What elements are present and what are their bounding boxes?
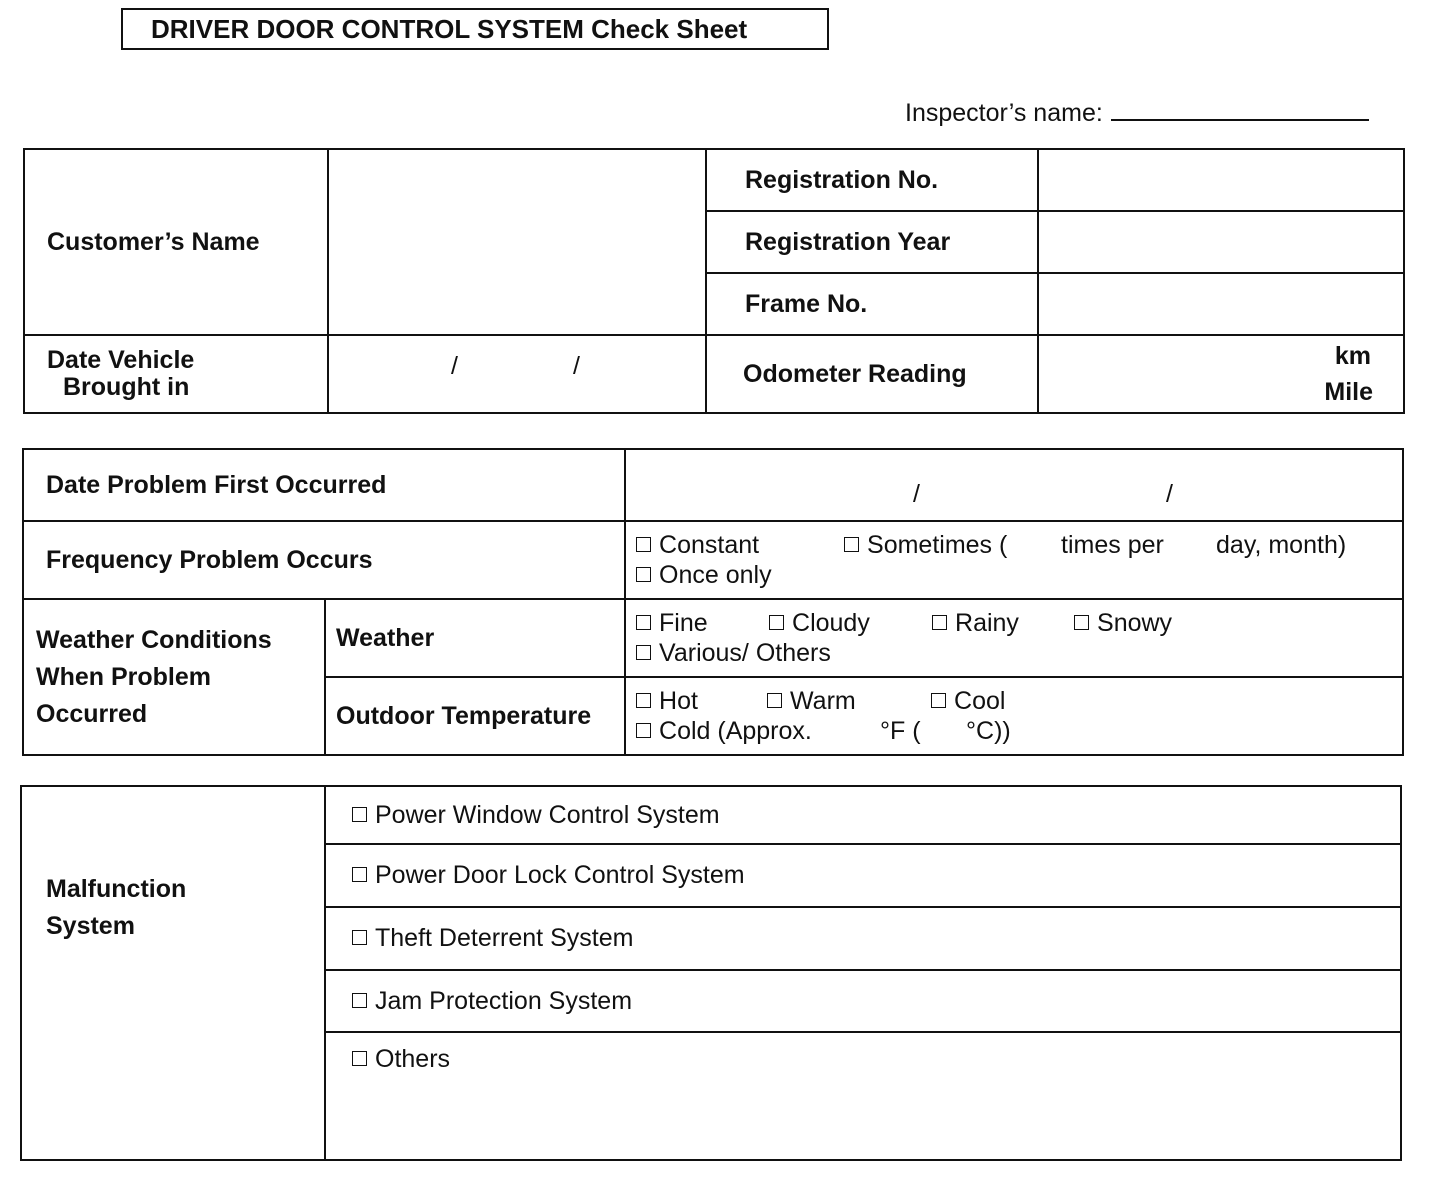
- inspector-name-line[interactable]: [1111, 99, 1369, 121]
- weather-conditions-label-line1: Weather Conditions: [36, 625, 272, 654]
- checkbox-icon[interactable]: [352, 993, 367, 1008]
- malfunction-option-others[interactable]: [325, 1032, 1401, 1160]
- weather-conditions-label-line2: When Problem: [36, 662, 212, 691]
- freq-constant-label: Constant: [659, 531, 760, 559]
- date-first-occurred-field[interactable]: [625, 449, 1403, 521]
- weather-various-label: Various/ Others: [659, 639, 831, 667]
- malfunction-option-jam-protection[interactable]: [325, 970, 1401, 1032]
- malfunction-table: [20, 785, 1402, 1161]
- temp-hot-label: Hot: [659, 687, 698, 715]
- freq-constant-option[interactable]: [636, 531, 759, 559]
- date-brought-label-line1: Date Vehicle: [47, 346, 195, 374]
- date-separator-2: /: [573, 352, 580, 380]
- checkbox-icon[interactable]: [1074, 615, 1089, 630]
- odometer-field[interactable]: [1038, 335, 1404, 413]
- registration-year-label: Registration Year: [706, 211, 1038, 273]
- malfunction-option-theft-deterrent[interactable]: [325, 907, 1401, 970]
- checkbox-icon[interactable]: [769, 615, 784, 630]
- malfunction-label-others: Others: [375, 1045, 451, 1073]
- weather-various-option[interactable]: [636, 639, 831, 667]
- checkbox-icon[interactable]: [844, 537, 859, 552]
- weather-options: [625, 599, 1403, 677]
- temp-warm-option[interactable]: [767, 686, 856, 716]
- problem-info-table: [22, 448, 1404, 756]
- temp-warm-label: Warm: [790, 687, 856, 715]
- date-separator-1: /: [451, 352, 458, 380]
- weather-rainy-label: Rainy: [955, 609, 1019, 637]
- weather-conditions-label-line3: Occurred: [36, 699, 148, 728]
- weather-label: Weather: [325, 599, 625, 677]
- check-sheet-title: DRIVER DOOR CONTROL SYSTEM Check Sheet: [121, 8, 829, 50]
- inspector-name-field[interactable]: [905, 99, 1369, 128]
- checkbox-icon[interactable]: [636, 723, 651, 738]
- malfunction-option-power-window[interactable]: [325, 786, 1401, 844]
- odometer-unit-mile: Mile: [1324, 378, 1373, 406]
- freq-sometimes-option[interactable]: [844, 530, 1007, 560]
- checkbox-icon[interactable]: [636, 537, 651, 552]
- malfunction-label-theft-deterrent: Theft Deterrent System: [375, 924, 634, 952]
- checkbox-icon[interactable]: [636, 615, 651, 630]
- weather-conditions-label: [23, 599, 325, 755]
- temp-hot-option[interactable]: [636, 687, 698, 715]
- checkbox-icon[interactable]: [767, 693, 782, 708]
- odometer-unit-km: km: [1334, 342, 1371, 370]
- date-first-occurred-label: Date Problem First Occurred: [23, 449, 625, 521]
- frequency-label: Frequency Problem Occurs: [23, 521, 625, 599]
- checkbox-icon[interactable]: [636, 567, 651, 582]
- malfunction-option-door-lock[interactable]: [325, 844, 1401, 907]
- temp-cold-label-2: °F (: [880, 717, 921, 745]
- freq-sometimes-label-3: day, month): [1216, 531, 1347, 559]
- frame-no-field[interactable]: [1038, 273, 1404, 335]
- odometer-label: Odometer Reading: [706, 335, 1038, 413]
- weather-fine-option[interactable]: [636, 609, 708, 637]
- weather-fine-label: Fine: [659, 609, 708, 637]
- weather-cloudy-label: Cloudy: [792, 609, 870, 637]
- registration-year-field[interactable]: [1038, 211, 1404, 273]
- inspector-name-label: Inspector’s name:: [905, 99, 1103, 127]
- checkbox-icon[interactable]: [352, 1051, 367, 1066]
- checkbox-icon[interactable]: [352, 867, 367, 882]
- customer-name-label: Customer’s Name: [24, 149, 328, 335]
- temp-cool-label: Cool: [954, 687, 1006, 715]
- weather-snowy-label: Snowy: [1097, 609, 1173, 637]
- frame-no-label: Frame No.: [706, 273, 1038, 335]
- freq-once-label: Once only: [659, 561, 772, 589]
- freq-sometimes-label-2: times per: [1061, 531, 1164, 559]
- temp-cold-label-3: °C)): [966, 717, 1011, 745]
- malfunction-label-power-window: Power Window Control System: [375, 800, 720, 829]
- malfunction-label-line1: Malfunction: [46, 875, 187, 903]
- date-brought-label-line2: Brought in: [63, 373, 190, 401]
- weather-snowy-option[interactable]: [1074, 608, 1172, 638]
- freq-once-option[interactable]: [636, 561, 772, 589]
- temp-cool-option[interactable]: [931, 686, 1005, 716]
- malfunction-label-jam-protection: Jam Protection System: [375, 986, 633, 1015]
- registration-no-label: Registration No.: [706, 149, 1038, 211]
- malfunction-label-door-lock: Power Door Lock Control System: [375, 861, 745, 889]
- malfunction-system-label: [21, 786, 325, 1160]
- customer-name-field[interactable]: [328, 149, 706, 335]
- vehicle-info-table: [23, 148, 1405, 414]
- date-first-separator-1: /: [913, 480, 920, 508]
- checkbox-icon[interactable]: [636, 645, 651, 660]
- temp-cold-label-1: Cold (Approx.: [659, 717, 812, 745]
- weather-rainy-option[interactable]: [932, 608, 1019, 638]
- temperature-options: [625, 677, 1403, 755]
- outdoor-temperature-label: Outdoor Temperature: [325, 677, 625, 755]
- malfunction-label-line2: System: [46, 912, 135, 940]
- checkbox-icon[interactable]: [931, 693, 946, 708]
- freq-sometimes-label-1: Sometimes (: [867, 531, 1008, 559]
- registration-no-field[interactable]: [1038, 149, 1404, 211]
- temp-cold-option[interactable]: [636, 717, 812, 745]
- checkbox-icon[interactable]: [932, 615, 947, 630]
- checkbox-icon[interactable]: [352, 930, 367, 945]
- checkbox-icon[interactable]: [636, 693, 651, 708]
- date-brought-label: [24, 335, 328, 413]
- checkbox-icon[interactable]: [352, 807, 367, 822]
- date-brought-field[interactable]: [328, 335, 706, 413]
- weather-cloudy-option[interactable]: [769, 608, 870, 638]
- frequency-options: [625, 521, 1403, 599]
- date-first-separator-2: /: [1166, 480, 1173, 508]
